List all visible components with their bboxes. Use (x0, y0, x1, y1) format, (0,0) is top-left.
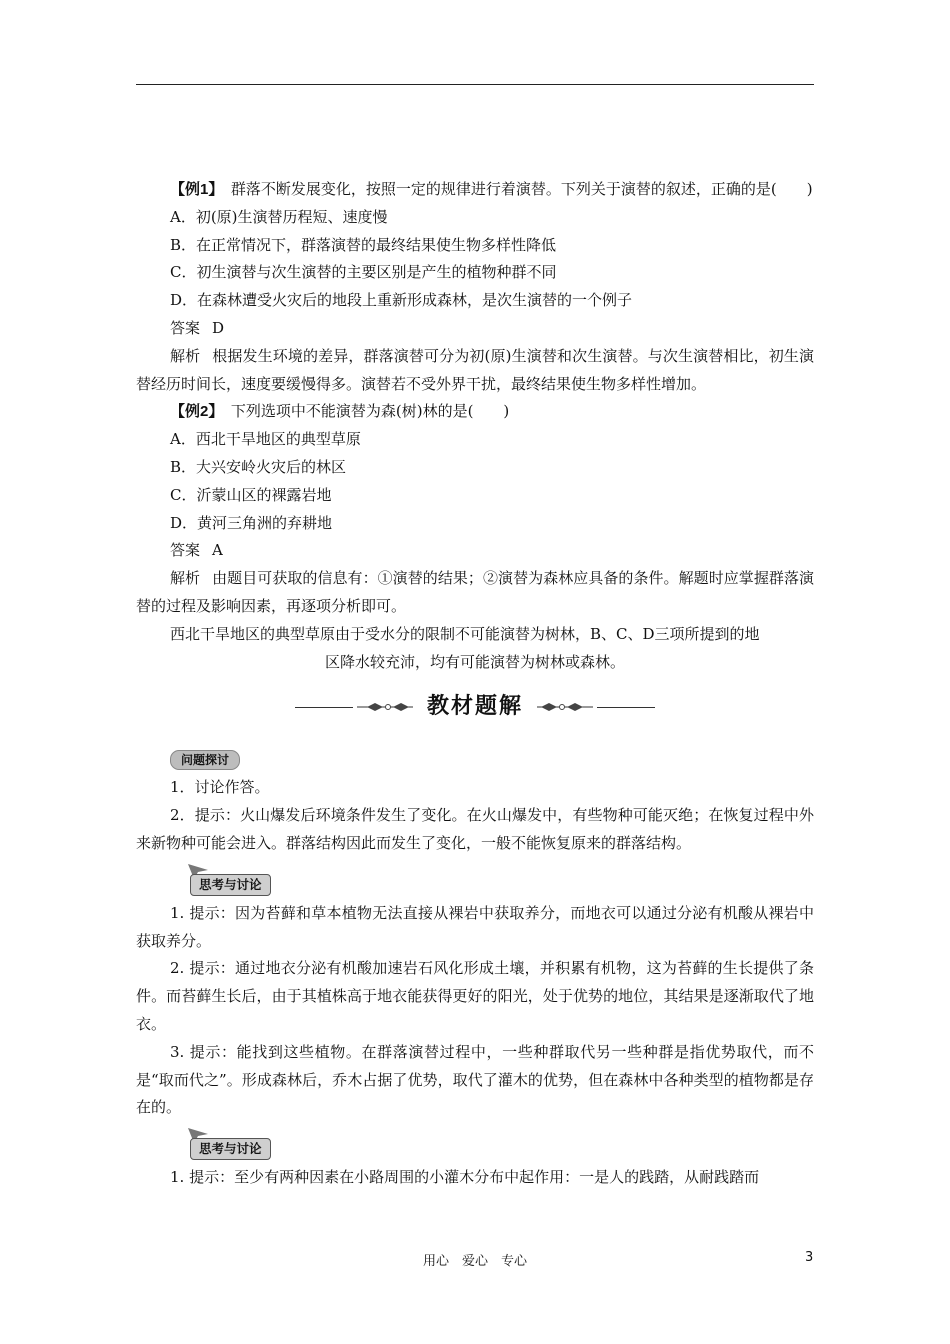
example1-option-c: C．初生演替与次生演替的主要区别是产生的植物种群不同 (170, 263, 557, 282)
example1-option-a: A．初(原)生演替历程短、速度慢 (170, 207, 388, 226)
page-content (136, 176, 814, 1192)
example2-stem-para (136, 398, 814, 426)
analysis-text: 根据发生环境的差异，群落演替可分为初(原)生演替和次生演替。与次生演替相比，初生演替经历时间长，速度要缓慢得多。演替若不受外界干扰，最终结果使生物多样性增加。 (136, 346, 814, 393)
example2-option-d: D．黄河三角洲的弃耕地 (170, 513, 333, 532)
analysis-label: 解析 (170, 570, 201, 588)
think2-badge-wrap (136, 1126, 814, 1162)
discussion-block (136, 742, 814, 857)
analysis-text: 由题目可获取的信息有：①演替的结果；②演替为森林应具备的条件。解题时应掌握群落演替的过程及影响因素，再逐项分析即可。 (136, 569, 814, 615)
think2-block (136, 1126, 814, 1192)
example2-option-c: C．沂蒙山区的裸露岩地 (170, 485, 332, 504)
think1-badge: 思考与讨论 (190, 874, 271, 896)
discussion-item-1: 1．讨论作答。 (170, 778, 270, 797)
ornament-line-left (295, 707, 353, 708)
think1-item-1: 1. 提示：因为苔藓和草本植物无法直接从裸岩中获取养分，而地衣可以通过分泌有机酸从裸岩中获取养分。 (136, 903, 814, 950)
think2-badge: 思考与讨论 (190, 1138, 271, 1160)
example2-analysis-line1: 西北干旱地区的典型草原由于受水分的限制不可能演替为树林，B、C、D三项所提到的地 (170, 624, 760, 643)
think1-item-2: 2. 提示：通过地衣分泌有机酸加速岩石风化形成土壤，并积累有机物，这为苔藓的生长提供了条件。而苔藓生长后，由于其植株高于地衣能获得更好的阳光，处于优势的地位，其结果是逐渐取代了地衣。 (136, 959, 814, 1033)
answer-value: D (212, 318, 225, 337)
example1-option-d: D．在森林遭受火灾后的地段上重新形成森林，是次生演替的一个例子 (170, 291, 633, 310)
example2-analysis-line2: 区降水较充沛，均有可能演替为树林或森林。 (324, 652, 625, 671)
answer-label: 答案 (170, 542, 201, 560)
page-number: 3 (805, 1250, 814, 1265)
example2-option-a: A．西北干旱地区的典型草原 (170, 430, 361, 449)
example1-answer (136, 315, 814, 343)
think1-item-3: 3. 提示：能找到这些植物。在群落演替过程中，一些种群取代另一些种群是指优势取代，而不是“取而代之”。形成森林后，乔木占据了优势，取代了灌木的优势，但在森林中各种类型的植物都是存在的。 (136, 1042, 814, 1117)
example1-analysis (136, 343, 814, 399)
header-rule (136, 84, 814, 85)
example2-tag: 【例2】 (170, 403, 216, 421)
section-heading (136, 690, 814, 724)
section-title: 教材题解 (426, 694, 523, 720)
example2-analysis (136, 565, 814, 621)
answer-label: 答案 (170, 319, 201, 337)
ornament-right-icon (537, 701, 593, 713)
think1-badge-wrap (136, 862, 814, 898)
example2-stem: 下列选项中不能演替为森(树)林的是( ) (230, 402, 510, 421)
example1-option-b: B．在正常情况下，群落演替的最终结果使生物多样性降低 (170, 235, 557, 254)
answer-value: A (212, 541, 223, 560)
example1-tag: 【例1】 (170, 181, 216, 198)
think1-block (136, 862, 814, 1122)
example2-option-b: B．大兴安岭火灾后的林区 (170, 457, 347, 476)
example1-stem: 群落不断发展变化，按照一定的规律进行着演替。下列关于演替的叙述，正确的是( ) (230, 180, 813, 198)
example2-answer (136, 537, 814, 565)
discussion-badge: 问题探讨 (170, 750, 240, 770)
footer-motto: 用心 爱心 专心 (422, 1254, 527, 1269)
analysis-label: 解析 (170, 347, 201, 365)
example1-stem-para (136, 176, 814, 204)
ornament-left-icon (357, 701, 413, 713)
discussion-item-2: 2．提示：火山爆发后环境条件发生了变化。在火山爆发中，有些物种可能灭绝；在恢复过程中外来新物种可能会进入。群落结构因此而发生了变化，一般不能恢复原来的群落结构。 (136, 806, 814, 852)
ornament-line-right (597, 707, 655, 708)
think2-item-1: 1. 提示：至少有两种因素在小路周围的小灌木分布中起作用：一是人的践踏，从耐践踏而 (170, 1168, 760, 1187)
